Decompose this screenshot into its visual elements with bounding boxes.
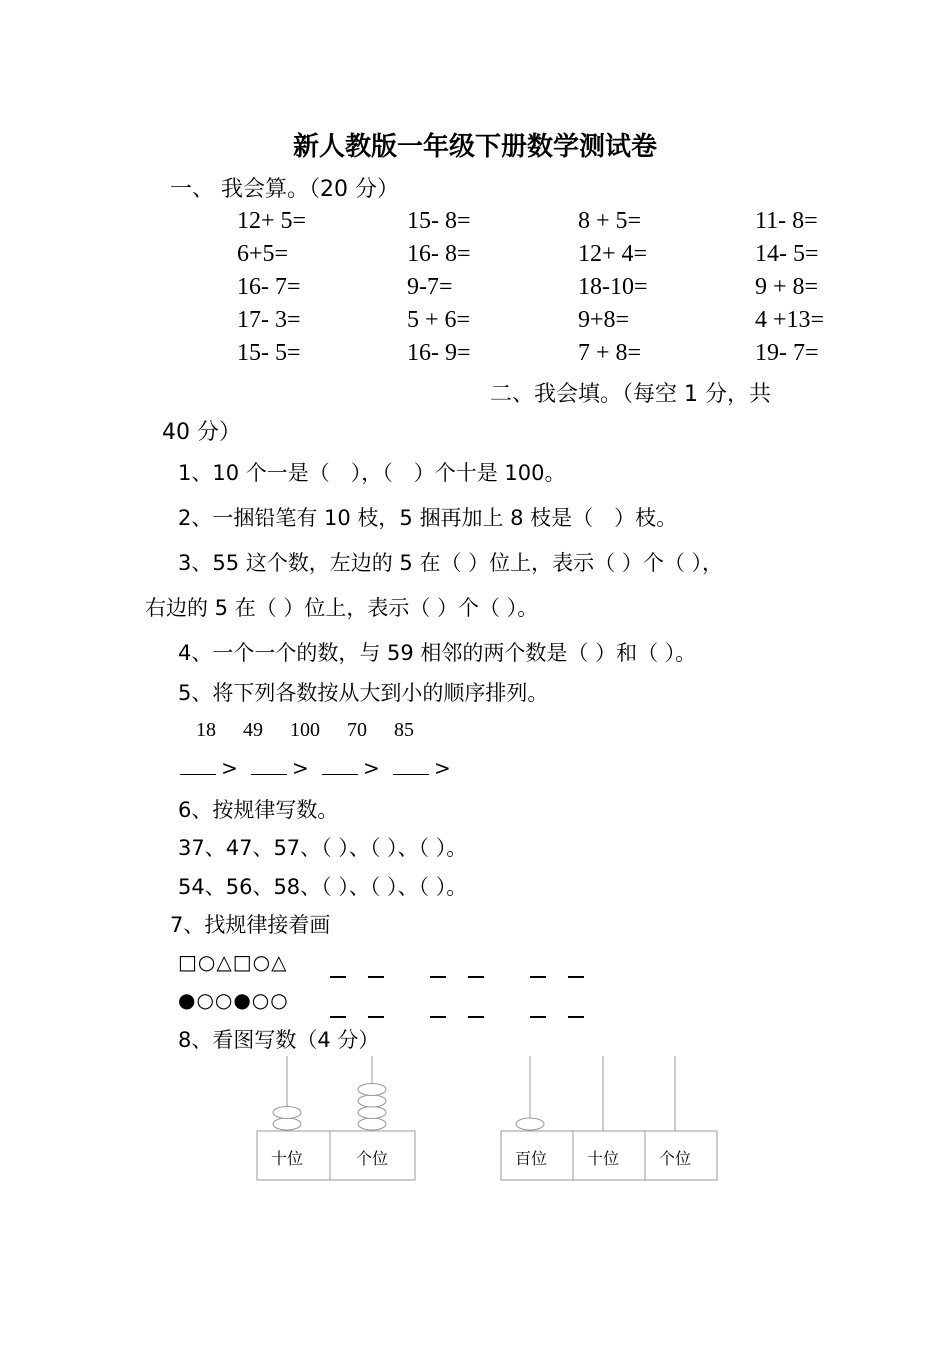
greater-than-sign: > (292, 756, 309, 780)
question-5: 5、将下列各数按从大到小的顺序排列。 (178, 681, 549, 705)
q7-shape-pattern-2: ●○○●○○ (178, 988, 289, 1012)
question-6: 6、按规律写数。 (178, 798, 339, 822)
calc-problem: 18-10= (578, 274, 648, 300)
question-7: 7、找规律接着画 (170, 913, 331, 937)
calc-problem: 9 + 8= (755, 274, 819, 300)
page-title: 新人教版一年级下册数学测试卷 (292, 132, 657, 162)
calc-problem: 16- 9= (407, 340, 471, 366)
q5-number: 100 (290, 719, 320, 741)
q5-number: 18 (196, 719, 216, 741)
calc-problem: 12+ 4= (578, 241, 648, 267)
place-label-tens: 十位 (270, 1149, 304, 1168)
calc-problem: 9-7= (407, 274, 453, 300)
abacus-bead (516, 1118, 544, 1130)
calc-problem: 17- 3= (237, 307, 301, 333)
calc-problem: 14- 5= (755, 241, 819, 267)
calc-problem: 4 +13= (755, 307, 825, 333)
question-4: 4、一个一个的数，与 59 相邻的两个数是（ ）和（ ）。 (178, 641, 697, 665)
abacus-bead (273, 1118, 301, 1130)
calc-problem: 9+8= (578, 307, 630, 333)
calc-problem: 11- 8= (755, 208, 818, 234)
q5-number: 49 (243, 719, 263, 741)
calc-problem: 5 + 6= (407, 307, 471, 333)
section2-heading-line2: 40 分） (162, 420, 241, 445)
calc-problem: 15- 8= (407, 208, 471, 234)
calc-problem: 7 + 8= (578, 340, 642, 366)
section2-heading-line1: 二、我会填。（每空 1 分，共 (490, 382, 771, 407)
place-label-tens: 十位 (586, 1149, 620, 1168)
greater-than-sign: > (221, 756, 238, 780)
q5-number: 70 (347, 719, 367, 741)
place-label-ones: 个位 (658, 1149, 692, 1168)
q5-number: 85 (394, 719, 414, 741)
calc-problem: 15- 5= (237, 340, 301, 366)
place-label-ones: 个位 (355, 1149, 389, 1168)
greater-than-sign: > (363, 756, 380, 780)
place-label-hundreds: 百位 (514, 1149, 548, 1168)
question-1: 1、10 个一是（ ），（ ）个十是 100。 (178, 461, 566, 485)
question-8: 8、看图写数（4 分） (178, 1028, 380, 1052)
greater-than-sign: > (433, 756, 451, 780)
calc-problem: 19- 7= (755, 340, 819, 366)
question-6-sequence-1: 37、47、57、（ ）、（ ）、（ ）。 (178, 836, 468, 860)
abacus-bead (273, 1107, 301, 1119)
abacus-bead (358, 1118, 386, 1130)
question-3-line1: 3、55 这个数，左边的 5 在（ ）位上，表示（ ）个（ ）， (178, 551, 723, 575)
abacus-bead (358, 1095, 386, 1107)
question-2: 2、一捆铅笔有 10 枝，5 捆再加上 8 枝是（ ）枝。 (178, 506, 678, 530)
calc-problem: 12+ 5= (237, 208, 307, 234)
question-3-line2: 右边的 5 在（ ）位上，表示（ ）个（ ）。 (145, 596, 539, 620)
question-6-sequence-2: 54、56、58、（ ）、（ ）、（ ）。 (178, 875, 468, 899)
calc-problem: 6+5= (237, 241, 289, 267)
q7-shape-pattern-1: □○△□○△ (178, 950, 288, 974)
abacus-bead (358, 1084, 386, 1096)
abacus-bead (358, 1107, 386, 1119)
section1-heading: 一、 我会算。（20 分） (170, 177, 399, 202)
calc-problem: 8 + 5= (578, 208, 642, 234)
abacus-beads (273, 1084, 544, 1131)
calc-problem: 16- 8= (407, 241, 471, 267)
calc-problem: 16- 7= (237, 274, 301, 300)
